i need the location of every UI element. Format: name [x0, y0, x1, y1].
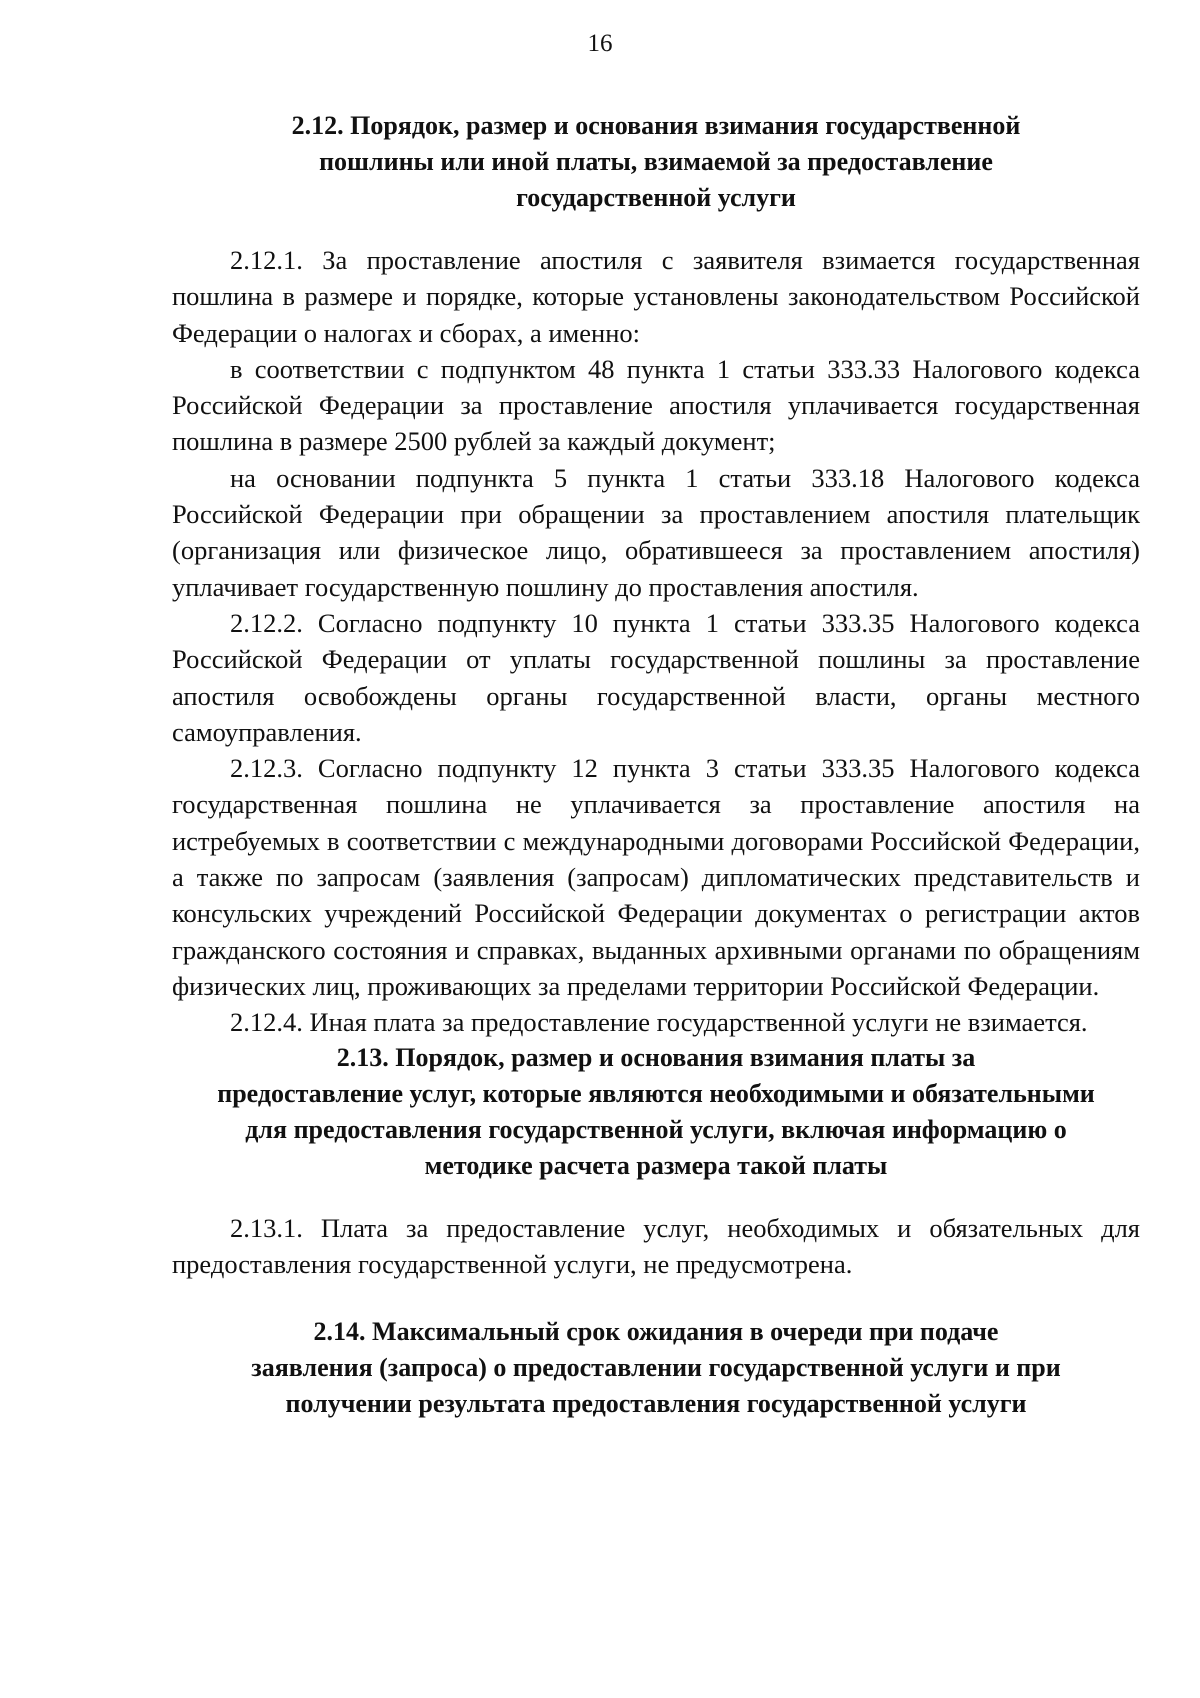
heading-line: для предоставления государственной услуги, включая информацию о [245, 1115, 1067, 1144]
section-2-14-heading [172, 1314, 1140, 1422]
section-2-12-heading [172, 108, 1140, 216]
paragraph-2-12-2: 2.12.2. Согласно подпункту 10 пункта 1 статьи 333.35 Налогового кодекса Российской Федерации от уплаты государственной пошлины за проставление апостиля освобождены органы государственной власти, органы местного самоуправления. [172, 607, 1140, 747]
heading-line: заявления (запроса) о предоставлении государственной услуги и при [251, 1353, 1061, 1382]
heading-line: 2.12. Порядок, размер и основания взимания государственной [291, 111, 1021, 140]
heading-line: 2.14. Максимальный срок ожидания в очереди при подаче [313, 1317, 999, 1346]
paragraph-subpoint-48: в соответствии с подпунктом 48 пункта 1 статьи 333.33 Налогового кодекса Российской Федерации за проставление апостиля уплачивается государственная пошлина в размере 2500 рублей за каждый документ; [172, 353, 1140, 457]
heading-line: предоставление услуг, которые являются необходимыми и обязательными [217, 1079, 1095, 1108]
heading-line: методике расчета размера такой платы [424, 1151, 888, 1180]
paragraph-2-12-3: 2.12.3. Согласно подпункту 12 пункта 3 статьи 333.35 Налогового кодекса государственная пошлина не уплачивается за проставление апостиля на истребуемых в соответствии с международными договорами Российской Федерации, а также по запросам (заявления (запросам) дипломатических представительств и консульских учреждений Российской Федерации документах о регистрации актов гражданского состояния и справках, выданных архивными органами по обращениям физических лиц, проживающих за пределами территории Российской Федерации. [172, 753, 1140, 1001]
paragraph-2-13-1: 2.13.1. Плата за предоставление услуг, необходимых и обязательных для предоставления государственной услуги, не предусмотрена. [172, 1213, 1140, 1280]
heading-line: государственной услуги [516, 183, 796, 212]
paragraph-subpoint-5: на основании подпункта 5 пункта 1 статьи 333.18 Налогового кодекса Российской Федерации при обращении за проставлением апостиля плательщик (организация или физическое лицо, обратившееся за проставлением апостиля) уплачивает государственную пошлину до проставления апостиля. [172, 462, 1140, 602]
section-2-13-heading [172, 1040, 1140, 1184]
paragraph-2-12-4: 2.12.4. Иная плата за предоставление государственной услуги не взимается. [230, 1007, 1088, 1038]
heading-line: пошлины или иной платы, взимаемой за предоставление [319, 147, 993, 176]
section-2-12-body [172, 242, 1140, 1041]
section-2-13-body [172, 1210, 1140, 1283]
paragraph-2-12-1: 2.12.1. За проставление апостиля с заявителя взимается государственная пошлина в размере и порядке, которые установлены законодательством Российской Федерации о налогах и сборах, а именно: [172, 245, 1140, 348]
page-number: 16 [587, 30, 613, 57]
heading-line: 2.13. Порядок, размер и основания взимания платы за [336, 1043, 976, 1072]
heading-line: получении результата предоставления государственной услуги [285, 1389, 1027, 1418]
